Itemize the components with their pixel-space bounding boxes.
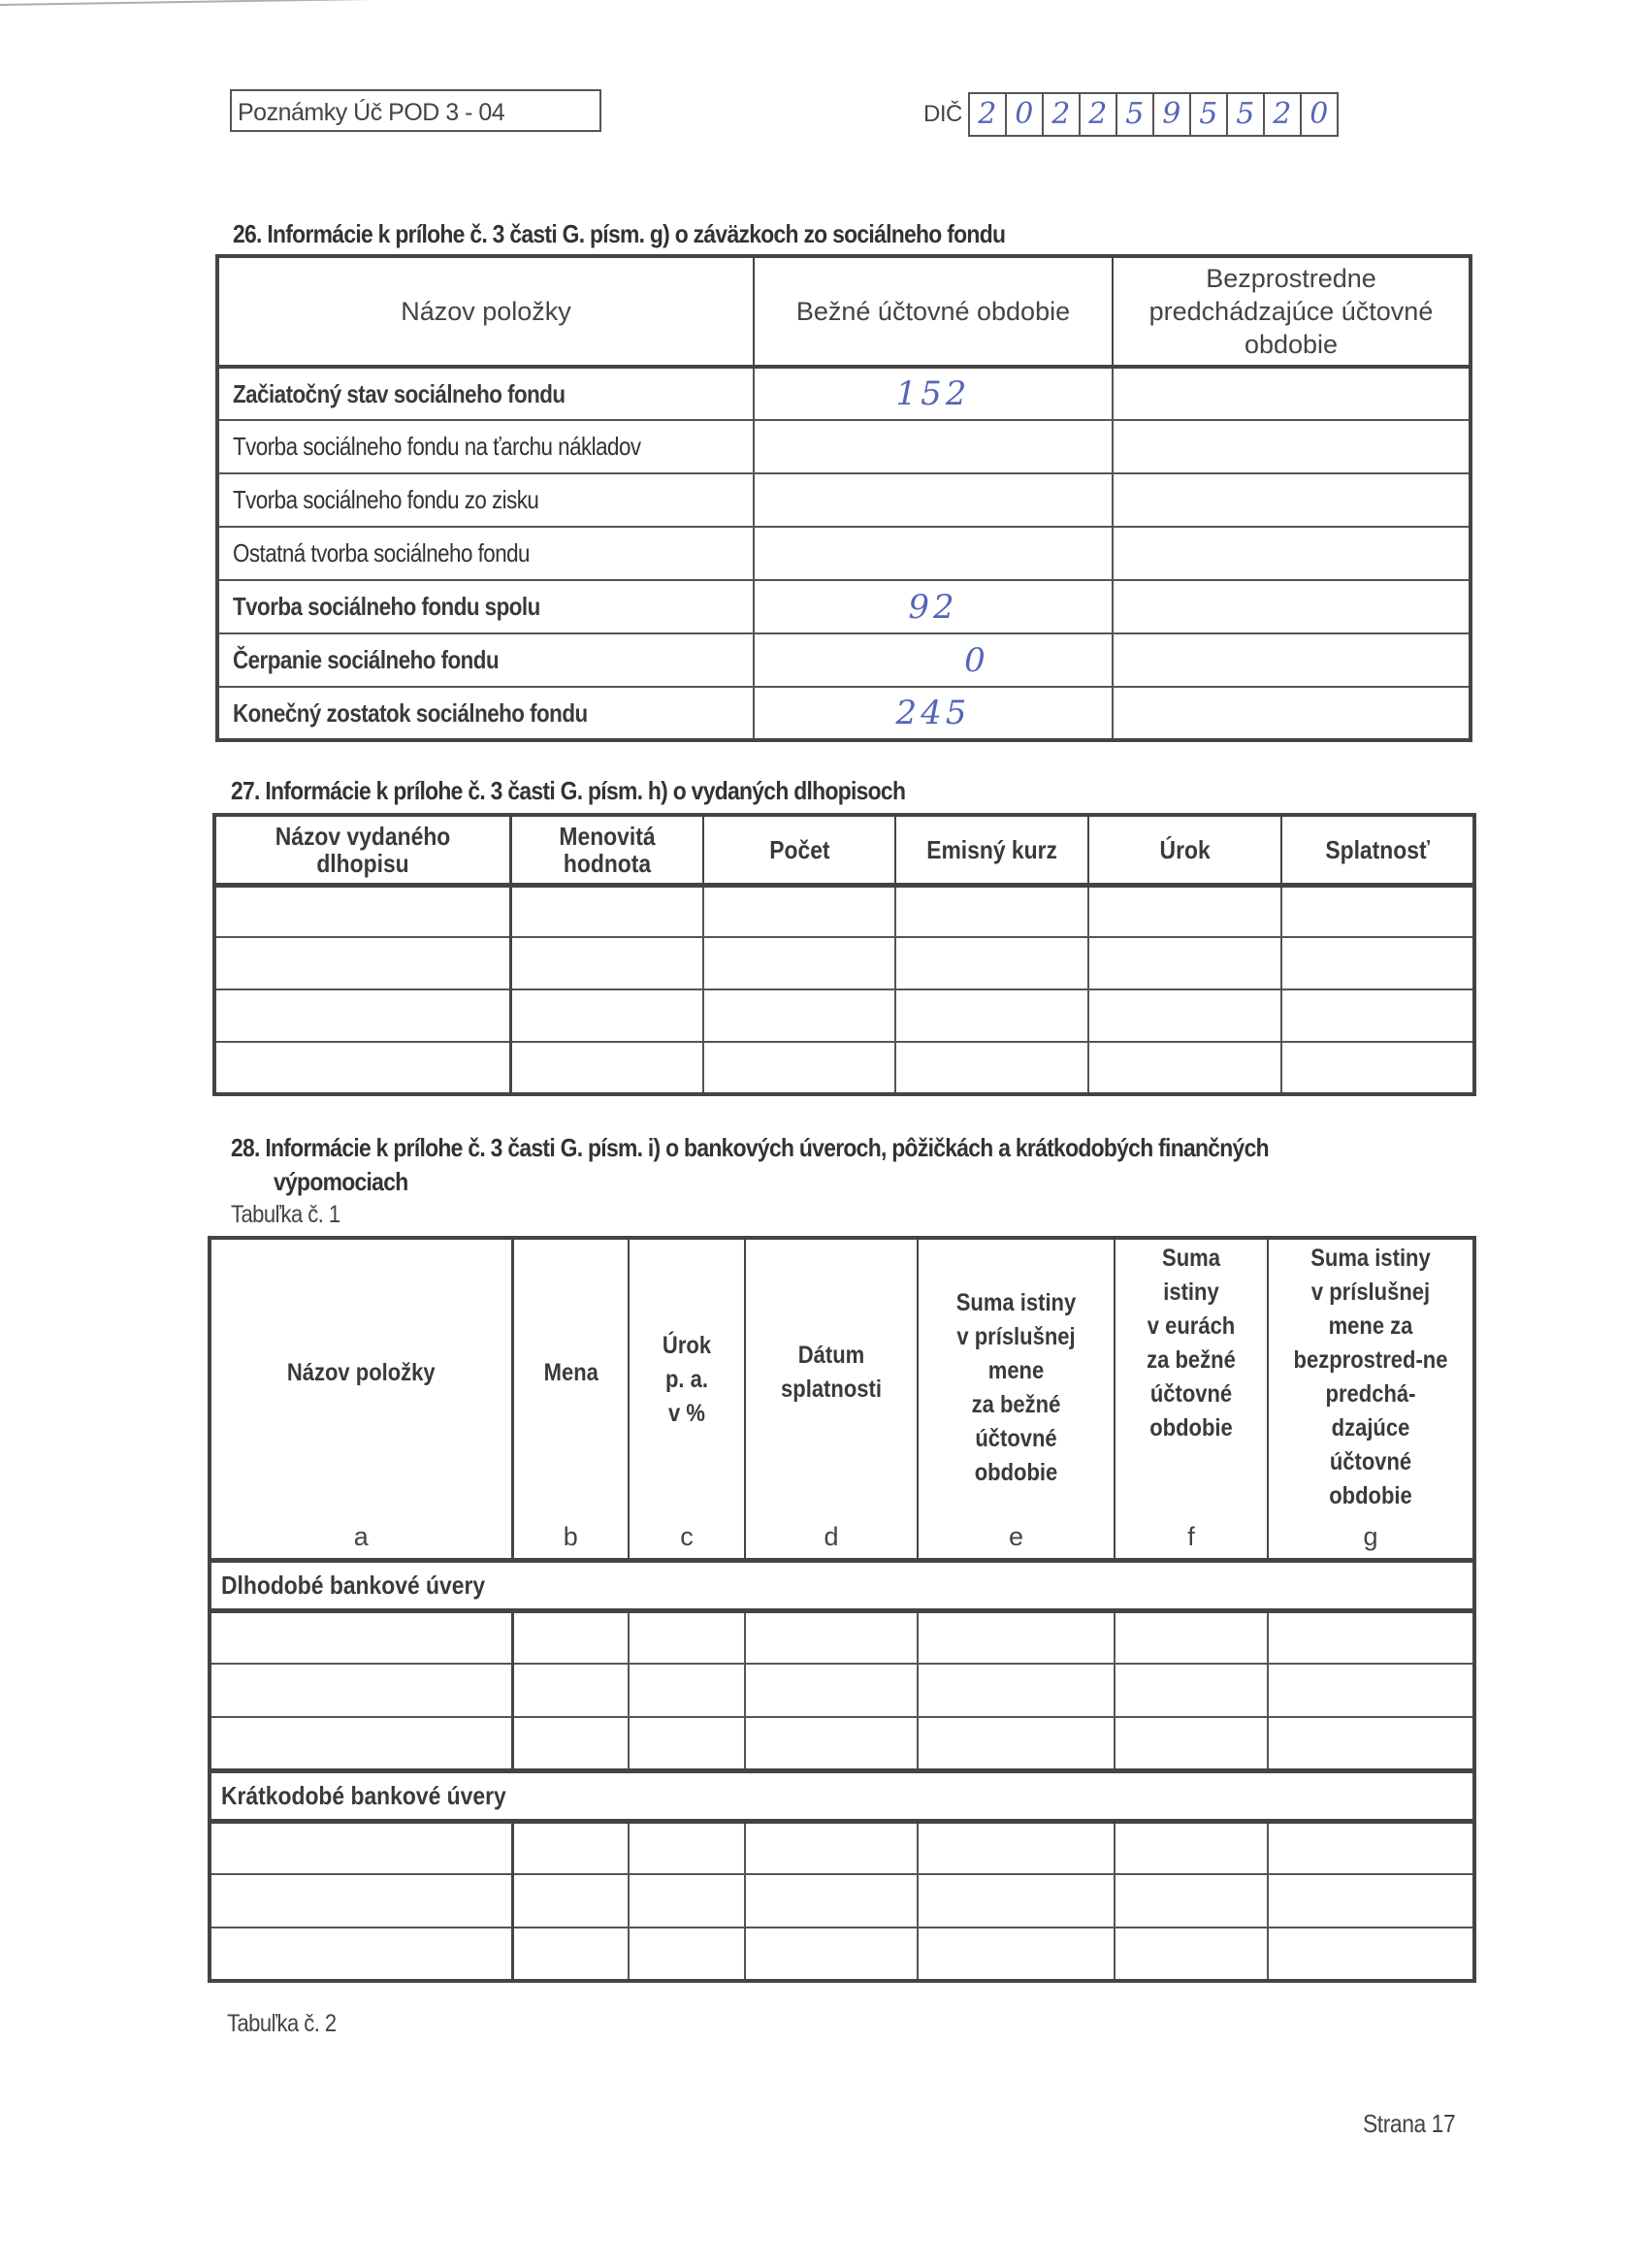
maturity-date-cell[interactable] [745, 1821, 918, 1874]
currency-cell[interactable] [512, 1874, 629, 1928]
social-fund-table [215, 254, 1472, 742]
table-row [217, 580, 1471, 633]
interest-rate-cell[interactable] [629, 1717, 745, 1770]
dic-digit[interactable]: 0 [1007, 94, 1044, 135]
count-cell[interactable] [703, 1042, 895, 1094]
column-header-text: Dátum splatnosti [781, 1341, 882, 1403]
section-28-title-continued: výpomociach [274, 1167, 408, 1196]
nominal-value-cell[interactable] [510, 1042, 703, 1094]
group-header-row [210, 1560, 1474, 1610]
row-label: Začiatočný stav sociálneho fondu [217, 367, 754, 420]
table-row [210, 1717, 1474, 1770]
row-label: Ostatná tvorba sociálneho fondu [217, 527, 754, 580]
maturity-date-cell[interactable] [745, 1717, 918, 1770]
principal-currency-previous-cell[interactable] [1268, 1821, 1474, 1874]
column-header-issue-rate: Emisný kurz [895, 815, 1088, 885]
interest-rate-cell[interactable] [629, 1874, 745, 1928]
maturity-cell[interactable] [1281, 1042, 1474, 1094]
table-row [210, 1821, 1474, 1874]
column-header-text: Suma istiny v príslušnej mene za bezprostred-ne predchá- dzajúce účtovné obdobie [1293, 1245, 1448, 1509]
previous-period-value[interactable] [1113, 473, 1471, 527]
column-header-currency [512, 1238, 629, 1560]
table-header-row [217, 256, 1471, 367]
table-row [210, 1664, 1474, 1717]
maturity-date-cell[interactable] [745, 1664, 918, 1717]
principal-currency-previous-cell[interactable] [1268, 1928, 1474, 1981]
table-row [217, 687, 1471, 740]
item-name-cell[interactable] [210, 1821, 512, 1874]
column-header-nominal-value: Menovitá hodnota [510, 815, 703, 885]
principal-currency-current-cell[interactable] [918, 1717, 1115, 1770]
nominal-value-cell[interactable] [510, 885, 703, 937]
table-row [214, 989, 1474, 1042]
column-header-text: Úrok p. a. v % [662, 1332, 712, 1428]
column-header-text: Suma istiny v eurách za bežné účtovné obdobie [1147, 1245, 1236, 1442]
bonds-table [212, 813, 1476, 1096]
column-header-item-name [210, 1238, 512, 1560]
principal-currency-previous-cell[interactable] [1268, 1664, 1474, 1717]
column-letter: e [1008, 1521, 1024, 1551]
column-letter: b [563, 1521, 578, 1551]
item-name-cell[interactable] [210, 1928, 512, 1981]
previous-period-value[interactable] [1113, 367, 1471, 420]
group-label-long-term-loans: Dlhodobé bankové úvery [210, 1560, 1474, 1610]
table-row [214, 937, 1474, 989]
interest-rate-cell[interactable] [629, 1821, 745, 1874]
item-name-cell[interactable] [210, 1610, 512, 1664]
table-row [214, 885, 1474, 937]
section-28-title: 28. Informácie k prílohe č. 3 časti G. písm. i) o bankových úveroch, pôžičkách a krátkodobých finančných [231, 1133, 1269, 1162]
bank-loans-table [208, 1236, 1476, 1983]
issue-rate-cell[interactable] [895, 937, 1088, 989]
principal-currency-current-cell[interactable] [918, 1874, 1115, 1928]
count-cell[interactable] [703, 937, 895, 989]
section-27-title: 27. Informácie k prílohe č. 3 časti G. písm. h) o vydaných dlhopisoch [231, 776, 906, 805]
column-header-principal-currency-previous [1268, 1238, 1474, 1560]
table-2-label: Tabuľka č. 2 [227, 2010, 337, 2037]
interest-cell[interactable] [1088, 1042, 1281, 1094]
column-header-maturity-date [745, 1238, 918, 1560]
dic-boxes [968, 92, 1339, 137]
item-name-cell[interactable] [210, 1874, 512, 1928]
principal-eur-current-cell[interactable] [1115, 1717, 1268, 1770]
table-row [214, 1042, 1474, 1094]
table-row [210, 1928, 1474, 1981]
section-26-title: 26. Informácie k prílohe č. 3 časti G. písm. g) o záväzkoch zo sociálneho fondu [233, 219, 1006, 248]
currency-cell[interactable] [512, 1610, 629, 1664]
interest-rate-cell[interactable] [629, 1610, 745, 1664]
issue-rate-cell[interactable] [895, 989, 1088, 1042]
scan-edge-line [0, 0, 970, 6]
column-header-principal-currency-current [918, 1238, 1115, 1560]
current-period-value[interactable] [754, 473, 1113, 527]
interest-rate-cell[interactable] [629, 1664, 745, 1717]
table-row [217, 420, 1471, 473]
row-label: Čerpanie sociálneho fondu [217, 633, 754, 687]
row-label: Tvorba sociálneho fondu zo zisku [217, 473, 754, 527]
issue-rate-cell[interactable] [895, 885, 1088, 937]
item-name-cell[interactable] [210, 1717, 512, 1770]
column-letter: c [680, 1521, 694, 1551]
column-header-text: Suma istiny v príslušnej mene za bežné účtovné obdobie [955, 1288, 1077, 1486]
dic-digit[interactable]: 2 [970, 94, 1007, 135]
interest-cell[interactable] [1088, 885, 1281, 937]
current-period-value[interactable]: 152 [754, 367, 1113, 420]
dic-digit[interactable]: 5 [1117, 94, 1154, 135]
form-identifier-box [230, 89, 601, 132]
currency-cell[interactable] [512, 1717, 629, 1770]
dic-digit[interactable]: 9 [1154, 94, 1191, 135]
principal-currency-current-cell[interactable] [918, 1821, 1115, 1874]
previous-period-value[interactable] [1113, 420, 1471, 473]
column-header-bond-name: Názov vydaného dlhopisu [214, 815, 510, 885]
principal-currency-current-cell[interactable] [918, 1928, 1115, 1981]
previous-period-value[interactable] [1113, 527, 1471, 580]
column-letter: a [353, 1521, 369, 1551]
currency-cell[interactable] [512, 1821, 629, 1874]
bond-name-cell[interactable] [214, 989, 510, 1042]
principal-currency-previous-cell[interactable] [1268, 1610, 1474, 1664]
item-name-cell[interactable] [210, 1664, 512, 1717]
nominal-value-cell[interactable] [510, 937, 703, 989]
dic-digit[interactable]: 5 [1228, 94, 1265, 135]
page-number: Strana 17 [1362, 2109, 1455, 2138]
column-header-previous-period: Bezprostredne predchádzajúce účtovné obdobie [1113, 256, 1471, 367]
count-cell[interactable] [703, 989, 895, 1042]
dic-digit[interactable]: 2 [1081, 94, 1117, 135]
principal-currency-previous-cell[interactable] [1268, 1874, 1474, 1928]
bond-name-cell[interactable] [214, 937, 510, 989]
table-row [217, 633, 1471, 687]
maturity-cell[interactable] [1281, 885, 1474, 937]
table-row [217, 367, 1471, 420]
column-header-text: Názov položky [286, 1359, 436, 1387]
maturity-cell[interactable] [1281, 937, 1474, 989]
row-label: Tvorba sociálneho fondu na ťarchu nákladov [217, 420, 754, 473]
current-period-value[interactable]: 0 [754, 633, 1113, 687]
count-cell[interactable] [703, 885, 895, 937]
table-row [217, 473, 1471, 527]
bond-name-cell[interactable] [214, 885, 510, 937]
principal-eur-current-cell[interactable] [1115, 1874, 1268, 1928]
dic-field [923, 92, 1339, 137]
current-period-value[interactable] [754, 420, 1113, 473]
principal-currency-previous-cell[interactable] [1268, 1717, 1474, 1770]
group-label-short-term-loans: Krátkodobé bankové úvery [210, 1770, 1474, 1821]
column-letter: g [1363, 1521, 1378, 1551]
column-header-interest-rate [629, 1238, 745, 1560]
nominal-value-cell[interactable] [510, 989, 703, 1042]
dic-label: DIČ [923, 101, 962, 127]
principal-eur-current-cell[interactable] [1115, 1610, 1268, 1664]
maturity-date-cell[interactable] [745, 1928, 918, 1981]
interest-cell[interactable] [1088, 937, 1281, 989]
column-header-item-name: Názov položky [217, 256, 754, 367]
column-header-current-period: Bežné účtovné obdobie [754, 256, 1113, 367]
current-period-value[interactable] [754, 527, 1113, 580]
current-period-value[interactable]: 92 [754, 580, 1113, 633]
dic-digit[interactable]: 5 [1191, 94, 1228, 135]
interest-rate-cell[interactable] [629, 1928, 745, 1981]
column-letter: f [1187, 1521, 1195, 1551]
interest-cell[interactable] [1088, 989, 1281, 1042]
table-row [210, 1610, 1474, 1664]
table-1-label: Tabuľka č. 1 [231, 1201, 340, 1228]
currency-cell[interactable] [512, 1928, 629, 1981]
maturity-date-cell[interactable] [745, 1874, 918, 1928]
principal-currency-current-cell[interactable] [918, 1610, 1115, 1664]
principal-eur-current-cell[interactable] [1115, 1928, 1268, 1981]
column-letter: d [824, 1521, 839, 1551]
principal-eur-current-cell[interactable] [1115, 1664, 1268, 1717]
column-header-text: Mena [543, 1359, 598, 1387]
bond-name-cell[interactable] [214, 1042, 510, 1094]
maturity-date-cell[interactable] [745, 1610, 918, 1664]
column-header-count: Počet [703, 815, 895, 885]
dic-digit[interactable]: 0 [1302, 94, 1339, 135]
maturity-cell[interactable] [1281, 989, 1474, 1042]
form-identifier: Poznámky Úč POD 3 - 04 [238, 99, 505, 126]
group-header-row [210, 1770, 1474, 1821]
dic-digit[interactable]: 2 [1044, 94, 1081, 135]
previous-period-value[interactable] [1113, 687, 1471, 740]
table-row [217, 527, 1471, 580]
column-header-interest: Úrok [1088, 815, 1281, 885]
column-header-maturity: Splatnosť [1281, 815, 1474, 885]
previous-period-value[interactable] [1113, 580, 1471, 633]
previous-period-value[interactable] [1113, 633, 1471, 687]
row-label: Konečný zostatok sociálneho fondu [217, 687, 754, 740]
principal-currency-current-cell[interactable] [918, 1664, 1115, 1717]
current-period-value[interactable]: 245 [754, 687, 1113, 740]
column-header-principal-eur-current [1115, 1238, 1268, 1560]
table-header-row [210, 1238, 1474, 1560]
issue-rate-cell[interactable] [895, 1042, 1088, 1094]
table-header-row [214, 815, 1474, 885]
principal-eur-current-cell[interactable] [1115, 1821, 1268, 1874]
table-row [210, 1874, 1474, 1928]
dic-digit[interactable]: 2 [1265, 94, 1302, 135]
currency-cell[interactable] [512, 1664, 629, 1717]
row-label: Tvorba sociálneho fondu spolu [217, 580, 754, 633]
